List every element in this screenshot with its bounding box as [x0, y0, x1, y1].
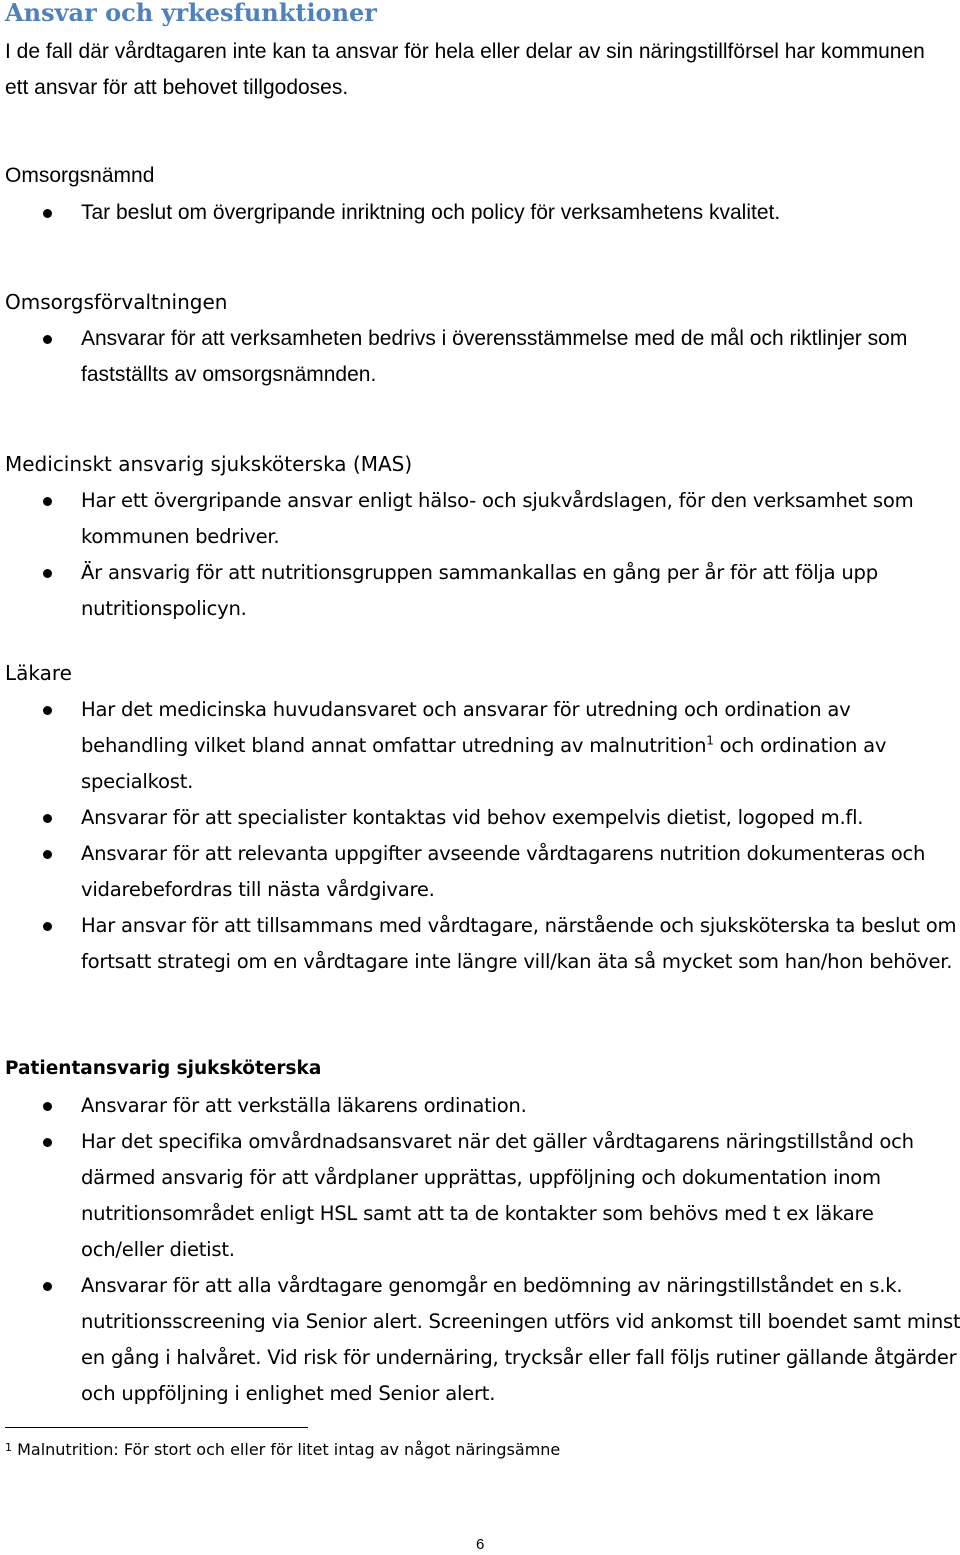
- footnote: [5, 1438, 560, 1462]
- intro-paragraph: I de fall där vårdtagaren inte kan ta ansvar för hela eller delar av sin näringstillförsel har kommunen ett ansvar för att behovet tillgodoses.: [5, 40, 925, 99]
- list-item: Har ansvar för att tillsammans med vårdtagare, närstående och sjuksköterska ta beslut om fortsatt strategi om en vårdtagare inte längre vill/kan äta så mycket som han/hon behöver.: [0, 908, 960, 980]
- list-item-text: Har det medicinska huvudansvaret och ansvarar för utredning och ordination av behandling vilket bland annat omfattar utredning av malnutrition: [81, 698, 851, 757]
- footnote-marker: 1: [5, 1441, 12, 1454]
- section-heading-patientansvarig: Patientansvarig sjuksköterska: [5, 1058, 322, 1079]
- section-heading-mas: Medicinskt ansvarig sjuksköterska (MAS): [5, 452, 413, 476]
- list-item: Ansvarar för att specialister kontaktas vid behov exempelvis dietist, logoped m.fl.: [0, 800, 960, 836]
- footnote-divider: [5, 1427, 308, 1428]
- list-item-text: och ordination av specialkost.: [81, 734, 887, 793]
- omsorgsforvaltningen-list: [0, 321, 960, 393]
- list-item: Har det specifika omvårdnadsansvaret när det gäller vårdtagarens näringstillstånd och därmed ansvarig för att vårdplaner upprättas, uppföljning och dokumentation inom nutritionsområdet enligt HSL samt att ta de kontakter som behövs med t ex läkare och/eller dietist.: [0, 1124, 960, 1268]
- omsorgsnamnd-list: [0, 195, 960, 231]
- section-heading-omsorgsnamnd: Omsorgsnämnd: [5, 164, 155, 187]
- list-item: Ansvarar för att relevanta uppgifter avseende vårdtagarens nutrition dokumenteras och vidarebefordras till nästa vårdgivare.: [0, 836, 960, 908]
- list-item: Är ansvarig för att nutritionsgruppen sammankallas en gång per år för att följa upp nutritionspolicyn.: [0, 555, 960, 627]
- list-item: Tar beslut om övergripande inriktning och policy för verksamhetens kvalitet.: [0, 195, 960, 231]
- list-item: Har ett övergripande ansvar enligt hälso- och sjukvårdslagen, för den verksamhet som kommunen bedriver.: [0, 483, 960, 555]
- list-item: Ansvarar för att verksamheten bedrivs i överensstämmelse med de mål och riktlinjer som fastställts av omsorgsnämnden.: [0, 321, 960, 393]
- footnote-text: Malnutrition: För stort och eller för litet intag av något näringsämne: [17, 1440, 561, 1459]
- footnote-reference: 1: [706, 733, 714, 748]
- mas-list: [0, 483, 960, 627]
- list-item: [0, 692, 960, 800]
- list-item: Ansvarar för att verkställa läkarens ordination.: [0, 1088, 960, 1124]
- page-title: Ansvar och yrkesfunktioner: [5, 0, 377, 27]
- section-heading-lakare: Läkare: [5, 661, 72, 685]
- section-heading-omsorgsforvaltningen: Omsorgsförvaltningen: [5, 290, 228, 314]
- lakare-list: [0, 692, 960, 980]
- patientansvarig-list: [0, 1088, 960, 1412]
- list-item: Ansvarar för att alla vårdtagare genomgår en bedömning av näringstillståndet en s.k. nutritionsscreening via Senior alert. Screeningen utförs vid ankomst till boendet samt minst en gång i halvåret. Vid risk för undernäring, trycksår eller fall följs rutiner gällande åtgärder och uppföljning i enlighet med Senior alert.: [0, 1268, 960, 1412]
- page-number: 6: [476, 1536, 485, 1553]
